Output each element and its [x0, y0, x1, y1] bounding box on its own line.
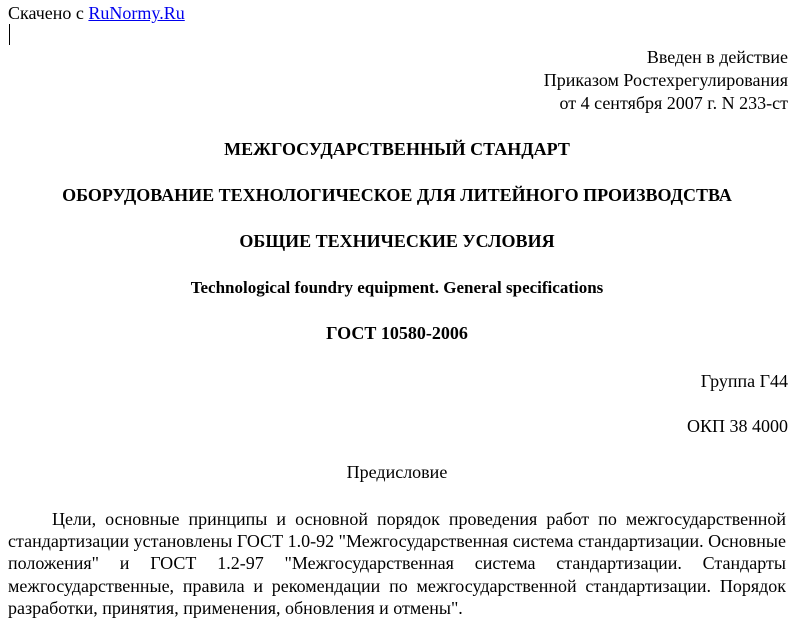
classification-group: Группа Г44	[700, 371, 788, 391]
enactment-line-1: Введен в действие	[646, 47, 788, 67]
foreword-heading: Предисловие	[346, 462, 448, 482]
classification-okp: ОКП 38 4000	[686, 416, 788, 436]
english-title: Technological foundry equipment. General specifications	[190, 278, 604, 297]
source-prefix: Скачено с	[8, 3, 89, 23]
enactment-line-2: Приказом Ростехрегулирования	[543, 70, 788, 90]
gost-number: ГОСТ 10580-2006	[326, 323, 468, 343]
enactment-line-3: от 4 сентября 2007 г. N 233-ст	[559, 93, 788, 113]
source-link[interactable]: RuNormy.Ru	[88, 3, 185, 23]
standard-type-heading: МЕЖГОСУДАРСТВЕННЫЙ СТАНДАРТ	[224, 139, 570, 159]
document-subtitle: ОБЩИЕ ТЕХНИЧЕСКИЕ УСЛОВИЯ	[239, 231, 555, 251]
document-title: ОБОРУДОВАНИЕ ТЕХНОЛОГИЧЕСКОЕ ДЛЯ ЛИТЕЙНОГО ПРОИЗВОДСТВА	[62, 185, 732, 205]
foreword-paragraph: Цели, основные принципы и основной порядок проведения работ по межгосударственной стандартизации установлены ГОСТ 1.0-92 "Межгосударственная система стандартизации. Основные положения" и ГОСТ 1.2-97 "Межгосударственная система стандартизации. Стандарты межгосударственные, правила и рекомендации по межгосударственной стандартизации. Порядок разработки, принятия, применения, обновления и отмены".	[8, 509, 786, 618]
source-line	[8, 2, 185, 24]
enactment-block	[544, 46, 788, 115]
text-cursor	[9, 24, 10, 45]
